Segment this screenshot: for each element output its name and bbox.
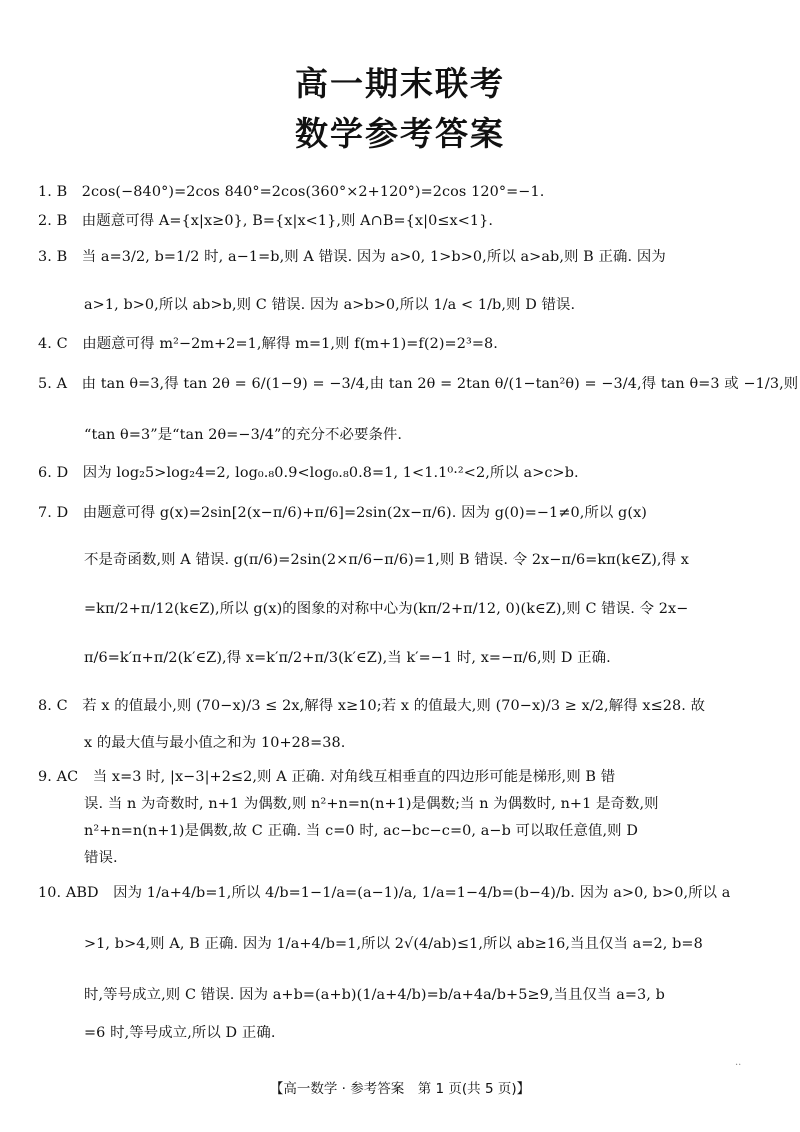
answer-line-5: 5. A 由 tan θ=3,得 tan 2θ = 6/(1−9) = −3/4,由 tan 2θ = 2tan θ/(1−tan²θ) = −3/4,得 tan θ=3 或 −1/3,则 [38, 376, 799, 392]
answer-line-7: 7. D 由题意可得 g(x)=2sin[2(x−π/6)+π/6]=2sin(2x−π/6). 因为 g(0)=−1≠0,所以 g(x) [38, 505, 648, 521]
answer-line-3: 3. B 当 a=3/2, b=1/2 时, a−1=b,则 A 错误. 因为 a>0, 1>b>0,所以 a>ab,则 B 正确. 因为 [38, 249, 666, 265]
answer-line-10-cont-3: =6 时,等号成立,所以 D 正确. [84, 1025, 276, 1041]
answer-line-7-cont-1: 不是奇函数,则 A 错误. g(π/6)=2sin(2×π/6−π/6)=1,则 B 错误. 令 2x−π/6=kπ(k∈Z),得 x [84, 552, 689, 568]
page-subtitle: 数学参考答案 [295, 114, 505, 153]
page-footer: 【高一数学 · 参考答案 第 1 页(共 5 页)】 [269, 1081, 531, 1097]
answer-line-3-cont: a>1, b>0,所以 ab>b,则 C 错误. 因为 a>b>0,所以 1/a < 1/b,则 D 错误. [84, 297, 576, 313]
answer-line-2: 2. B 由题意可得 A={x|x≥0}, B={x|x<1},则 A∩B={x|0≤x<1}. [38, 213, 494, 229]
answer-line-5-cont: “tan θ=3”是“tan 2θ=−3/4”的充分不必要条件. [84, 427, 403, 443]
answer-line-9-cont-2: n²+n=n(n+1)是偶数,故 C 正确. 当 c=0 时, ac−bc−c=0, a−b 可以取任意值,则 D [84, 823, 638, 839]
answer-line-8: 8. C 若 x 的值最小,则 (70−x)/3 ≤ 2x,解得 x≥10;若 x 的值最大,则 (70−x)/3 ≥ x/2,解得 x≤28. 故 [38, 698, 706, 714]
corner-mark: ·· [735, 1060, 742, 1071]
answer-line-8-cont: x 的最大值与最小值之和为 10+28=38. [84, 735, 346, 751]
answer-line-9: 9. AC 当 x=3 时, |x−3|+2≤2,则 A 正确. 对角线互相垂直的四边形可能是梯形,则 B 错 [38, 769, 616, 785]
answer-line-1: 1. B 2cos(−840°)=2cos 840°=2cos(360°×2+120°)=2cos 120°=−1. [38, 184, 545, 200]
answer-line-7-cont-2: =kπ/2+π/12(k∈Z),所以 g(x)的图象的对称中心为(kπ/2+π/12, 0)(k∈Z),则 C 错误. 令 2x− [84, 601, 689, 617]
page-title: 高一期末联考 [295, 64, 505, 103]
answer-line-10-cont-2: 时,等号成立,则 C 错误. 因为 a+b=(a+b)(1/a+4/b)=b/a+4a/b+5≥9,当且仅当 a=3, b [84, 987, 665, 1003]
answer-line-9-cont-1: 误. 当 n 为奇数时, n+1 为偶数,则 n²+n=n(n+1)是偶数;当 n 为偶数时, n+1 是奇数,则 [84, 796, 659, 812]
answer-line-10-cont-1: >1, b>4,则 A, B 正确. 因为 1/a+4/b=1,所以 2√(4/ab)≤1,所以 ab≥16,当且仅当 a=2, b=8 [84, 936, 703, 952]
answer-line-6: 6. D 因为 log₂5>log₂4=2, log₀.₈0.9<log₀.₈0.8=1, 1<1.1⁰·²<2,所以 a>c>b. [38, 465, 579, 481]
answer-line-7-cont-3: π/6=k′π+π/2(k′∈Z),得 x=k′π/2+π/3(k′∈Z),当 k′=−1 时, x=−π/6,则 D 正确. [84, 650, 611, 666]
answer-line-10: 10. ABD 因为 1/a+4/b=1,所以 4/b=1−1/a=(a−1)/a, 1/a=1−4/b=(b−4)/b. 因为 a>0, b>0,所以 a [38, 885, 731, 901]
answer-line-9-cont-3: 错误. [84, 850, 118, 866]
answer-line-4: 4. C 由题意可得 m²−2m+2=1,解得 m=1,则 f(m+1)=f(2)=2³=8. [38, 336, 498, 352]
